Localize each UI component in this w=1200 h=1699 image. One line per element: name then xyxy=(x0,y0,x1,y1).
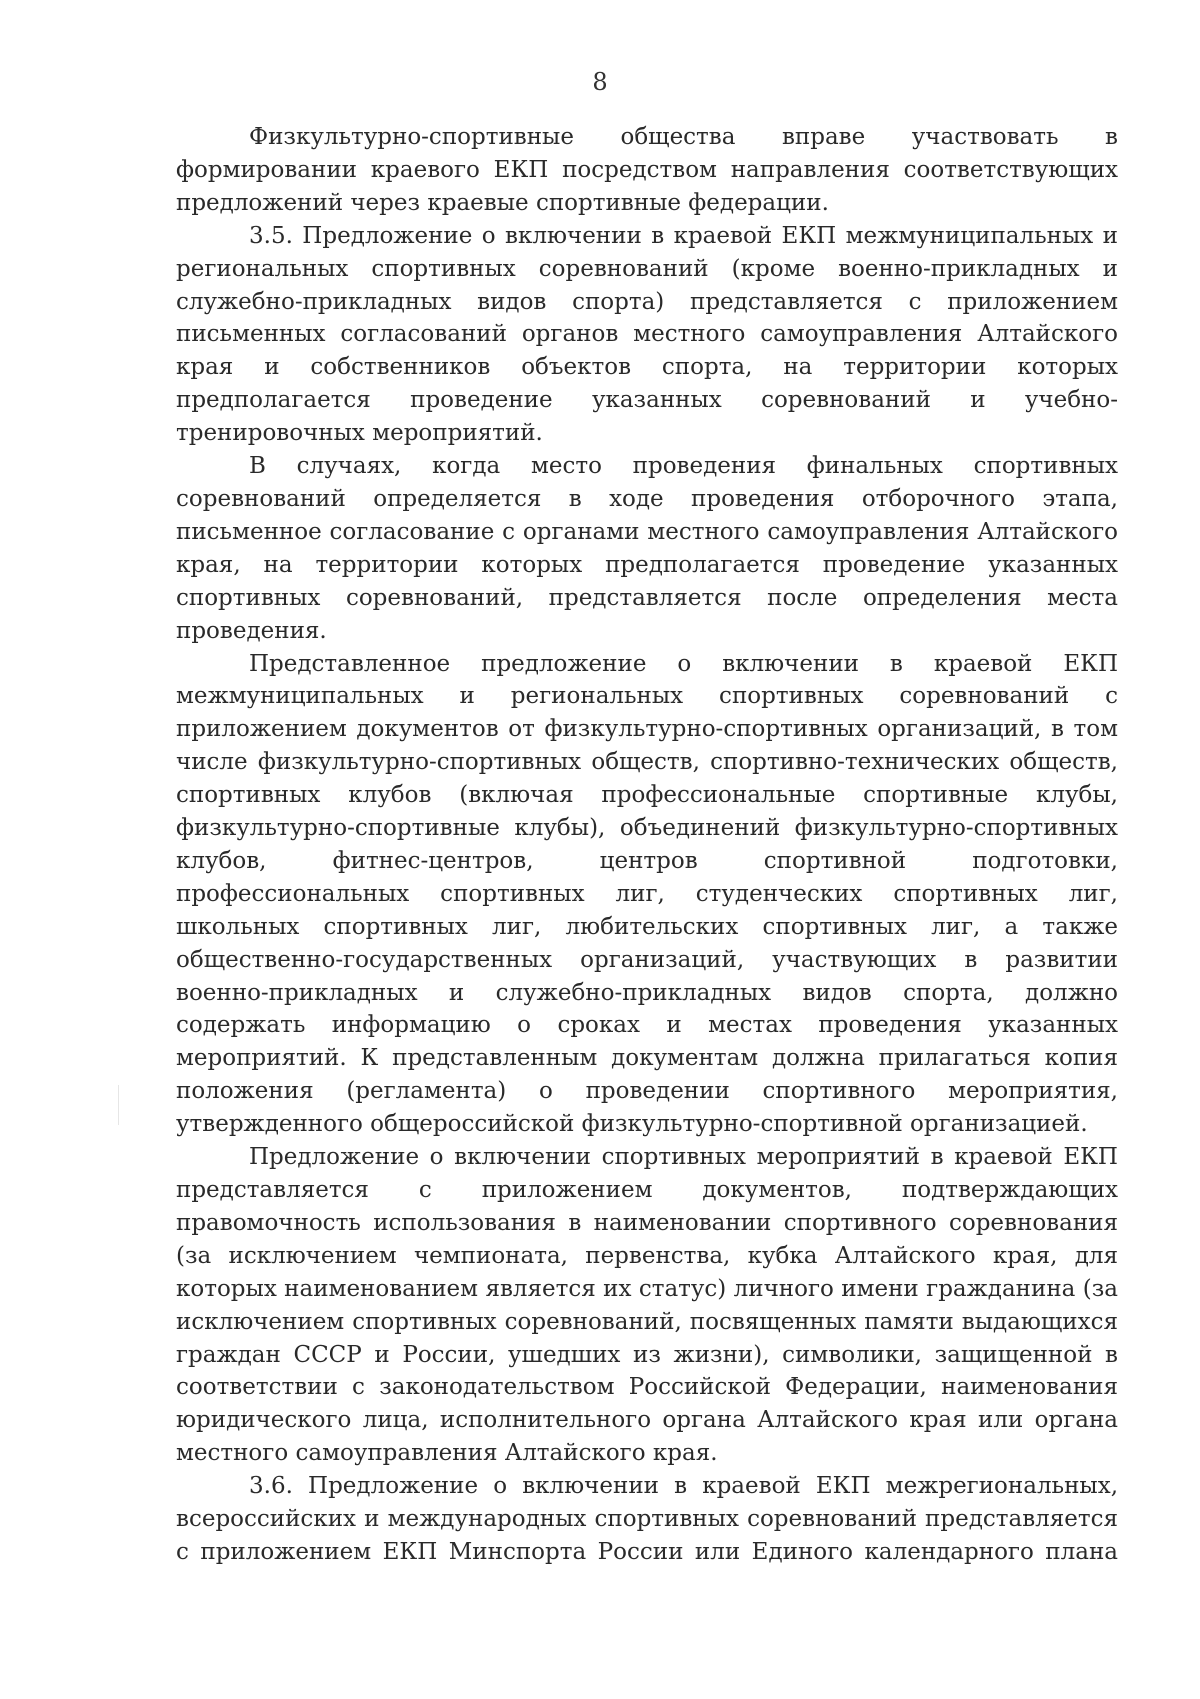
paragraph-final-venue: В случаях, когда место проведения финальных спортивных соревнований определяется в ходе проведения отборочного этапа, письменное согласование с органами местного самоуправления Алтайского края, на территории которых предполагается проведение указанных спортивных соревнований, представляется после определения места проведения. xyxy=(176,453,1118,644)
document-body xyxy=(176,121,1118,1569)
paragraph-federation-proposals: Физкультурно-спортивные общества вправе участвовать в формировании краевого ЕКП посредством направления соответствующих предложений через краевые спортивные федерации. xyxy=(176,124,1118,216)
paragraph-naming-rights: Предложение о включении спортивных мероприятий в краевой ЕКП представляется с приложением документов, подтверждающих правомочность использования в наименовании спортивного соревнования (за исключением чемпионата, первенства, кубка Алтайского края, для которых наименованием является их статус) личного имени гражданина (за исключением спортивных соревнований, посвященных памяти выдающихся граждан СССР и России, ушедших из жизни), символики, защищенной в соответствии с законодательством Российской Федерации, наименования юридического лица, исполнительного органа Алтайского края или органа местного самоуправления Алтайского края. xyxy=(176,1144,1118,1467)
page-number: 8 xyxy=(592,68,608,96)
scan-margin-mark xyxy=(118,1085,119,1125)
paragraph-3-6-interregional: 3.6. Предложение о включении в краевой ЕКП межрегиональных, всероссийских и международных спортивных соревнований представляется с приложением ЕКП Минспорта России или Единого календарного плана xyxy=(176,1473,1118,1565)
paragraph-submitted-proposal: Представленное предложение о включении в краевой ЕКП межмуниципальных и региональных спортивных соревнований с приложением документов от физкультурно-спортивных организаций, в том числе физкультурно-спортивных обществ, спортивно-технических обществ, спортивных клубов (включая профессиональные спортивные клубы, физкультурно-спортивные клубы), объединений физкультурно-спортивных клубов, фитнес-центров, центров спортивной подготовки, профессиональных спортивных лиг, студенческих спортивных лиг, школьных спортивных лиг, любительских спортивных лиг, а также общественно-государственных организаций, участвующих в развитии военно-прикладных и служебно-прикладных видов спорта, должно содержать информацию о сроках и местах проведения указанных мероприятий. К представленным документам должна прилагаться копия положения (регламента) о проведении спортивного мероприятия, утвержденного общероссийской физкультурно-спортивной организацией. xyxy=(176,650,1118,1138)
paragraph-3-5-approvals: 3.5. Предложение о включении в краевой ЕКП межмуниципальных и региональных спортивных соревнований (кроме военно-прикладных и служебно-прикладных видов спорта) представляется с приложением письменных согласований органов местного самоуправления Алтайского края и собственников объектов спорта, на территории которых предполагается проведение указанных соревнований и учебно-тренировочных мероприятий. xyxy=(176,222,1118,447)
